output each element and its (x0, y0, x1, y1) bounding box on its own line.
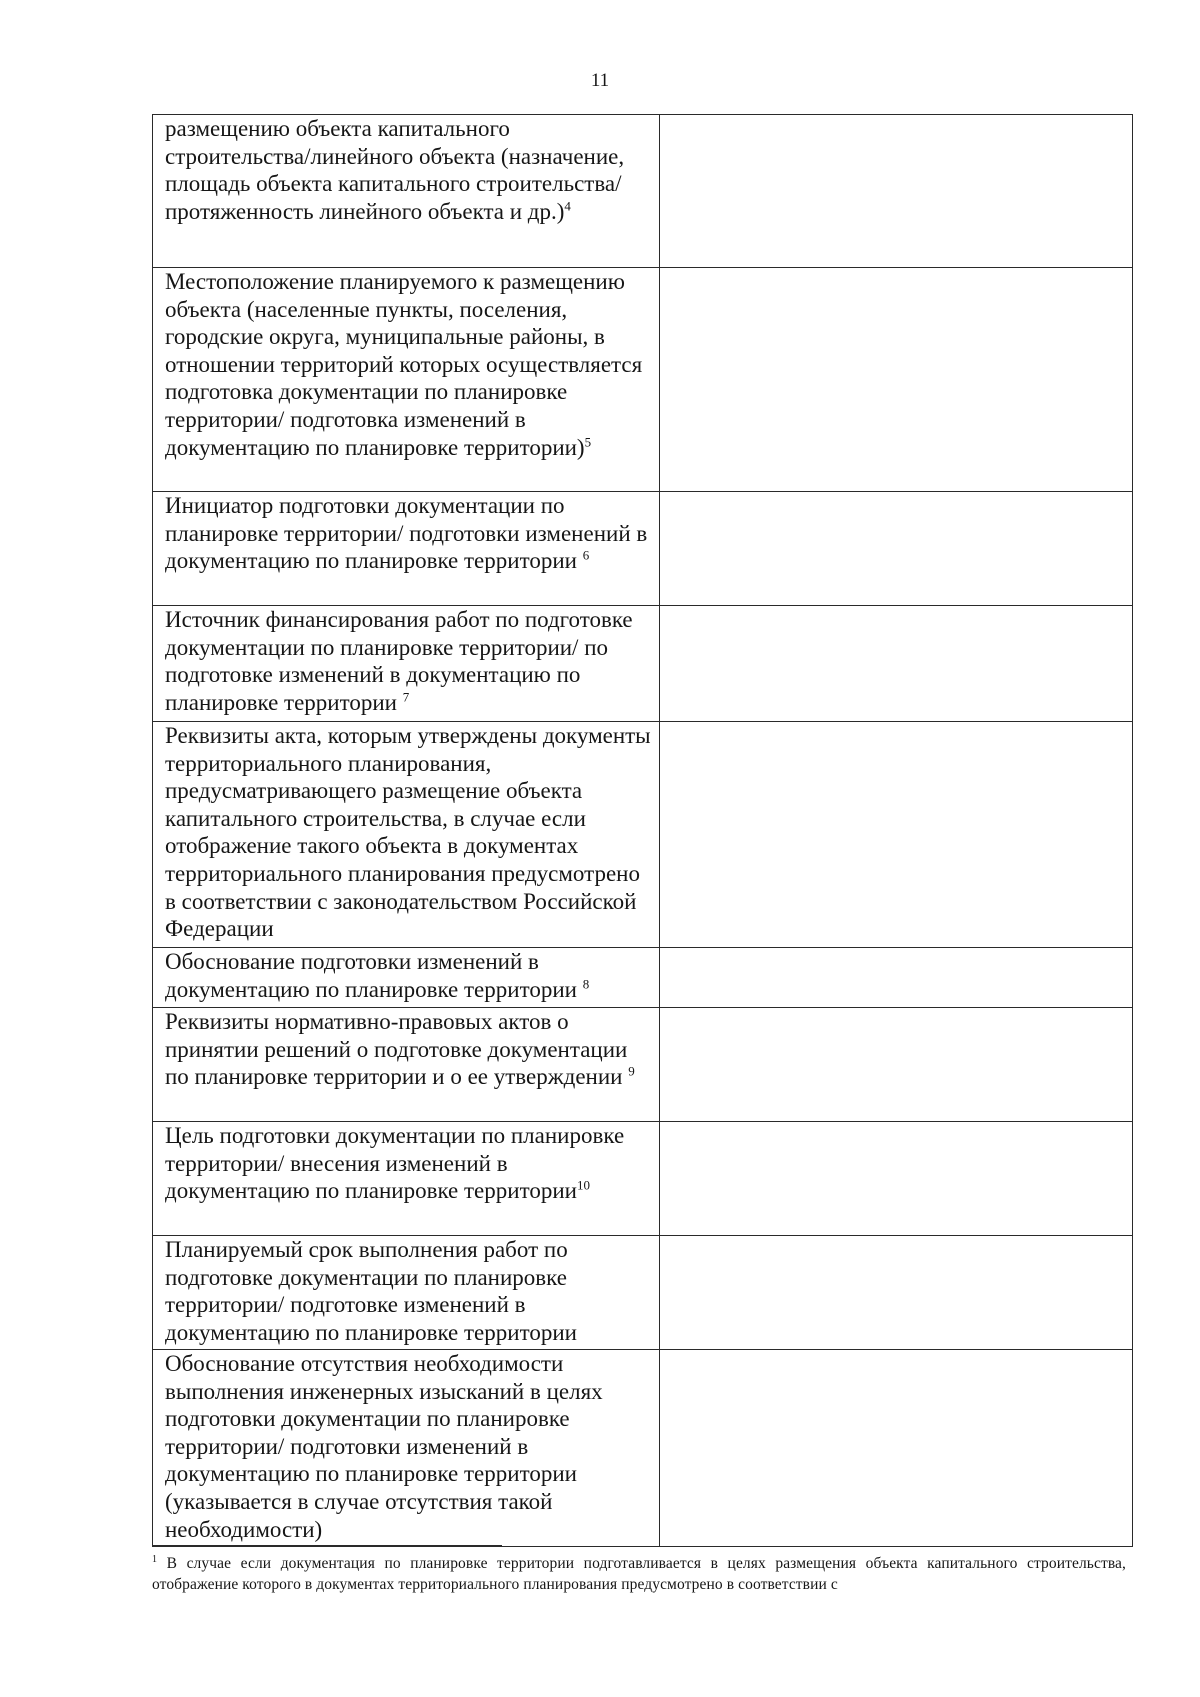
footnote-ref: 9 (628, 1063, 635, 1079)
table-row (153, 115, 1133, 268)
row-label-text: Источник финансирования работ по подготовке документации по планировке территории/ по подготовке изменений в документацию по планировке территории (165, 607, 633, 715)
form-table-container (152, 114, 1114, 1547)
row-value (660, 1236, 1133, 1350)
row-label-text: Реквизиты акта, которым утверждены документы территориального планирования, предусматривающего размещение объекта капитального строительства, в случае если отображение такого объекта в документах территориального планирования предусмотрено в соответствии с законодательством Российской Федерации (165, 723, 651, 942)
footnote-ref: 10 (576, 1177, 590, 1193)
row-label (153, 722, 660, 948)
row-value (660, 492, 1133, 606)
footnote-ref: 6 (582, 547, 590, 563)
table-row (153, 1350, 1133, 1547)
form-table (152, 114, 1133, 1547)
row-label (153, 492, 660, 606)
row-value (660, 1008, 1133, 1122)
page-number: 11 (590, 70, 610, 91)
row-label (153, 115, 660, 268)
table-row (153, 606, 1133, 722)
row-value (660, 1350, 1133, 1547)
row-label (153, 1350, 660, 1547)
row-label (153, 1008, 660, 1122)
row-value (660, 268, 1133, 492)
footnote (152, 1553, 1126, 1595)
row-label-text: Обоснование подготовки изменений в документацию по планировке территории (165, 949, 583, 1002)
row-label (153, 268, 660, 492)
row-label-text: Цель подготовки документации по планировке территории/ внесения изменений в документацию по планировке территории (165, 1123, 625, 1204)
footnote-marker: 1 (152, 1553, 158, 1565)
row-value (660, 606, 1133, 722)
row-label-text: Планируемый срок выполнения работ по подготовке документации по планировке территории/ подготовке изменений в документацию по планировке территории (165, 1237, 577, 1345)
table-row (153, 722, 1133, 948)
row-label (153, 606, 660, 722)
table-row (153, 1008, 1133, 1122)
table-row (153, 1122, 1133, 1236)
table-row (153, 1236, 1133, 1350)
row-value (660, 115, 1133, 268)
row-label-text: размещению объекта капитального строительства/линейного объекта (назначение, площадь объекта капитального строительства/протяженность линейного объекта и др.) (165, 116, 625, 224)
footnote-ref: 8 (582, 975, 590, 991)
row-label-text: Реквизиты нормативно-правовых актов о принятии решений о подготовке документации по планировке территории и о ее утверждении (165, 1009, 629, 1090)
row-label (153, 948, 660, 1008)
row-value (660, 948, 1133, 1008)
footnote-ref: 4 (564, 198, 571, 214)
footnote-separator (152, 1545, 502, 1546)
row-label (153, 1122, 660, 1236)
row-label-text: Местоположение планируемого к размещению объекта (населенные пункты, поселения, городские округа, муниципальные районы, в отношении территорий которых осуществляется подготовка документации по планировке территории/ подготовка изменений в документацию по планировке территории) (165, 269, 643, 460)
table-row (153, 492, 1133, 606)
row-value (660, 722, 1133, 948)
footnote-ref: 5 (584, 433, 592, 449)
row-value (660, 1122, 1133, 1236)
table-row (153, 948, 1133, 1008)
row-label-text: Обоснование отсутствия необходимости выполнения инженерных изысканий в целях подготовки документации по планировке территории/ подготовки изменений в документацию по планировке территории (указывается в случае отсутствия такой необходимости) (165, 1351, 603, 1542)
row-label (153, 1236, 660, 1350)
footnote-text: В случае если документация по планировке территории подготавливается в целях размещения объекта капитального строительства, отображение которого в документах территориального планирования предусмотрено в соответствии с (152, 1555, 1126, 1593)
footnote-ref: 7 (402, 689, 410, 705)
row-label-text: Инициатор подготовки документации по планировке территории/ подготовки изменений в документацию по планировке территории (165, 493, 648, 574)
table-row (153, 268, 1133, 492)
